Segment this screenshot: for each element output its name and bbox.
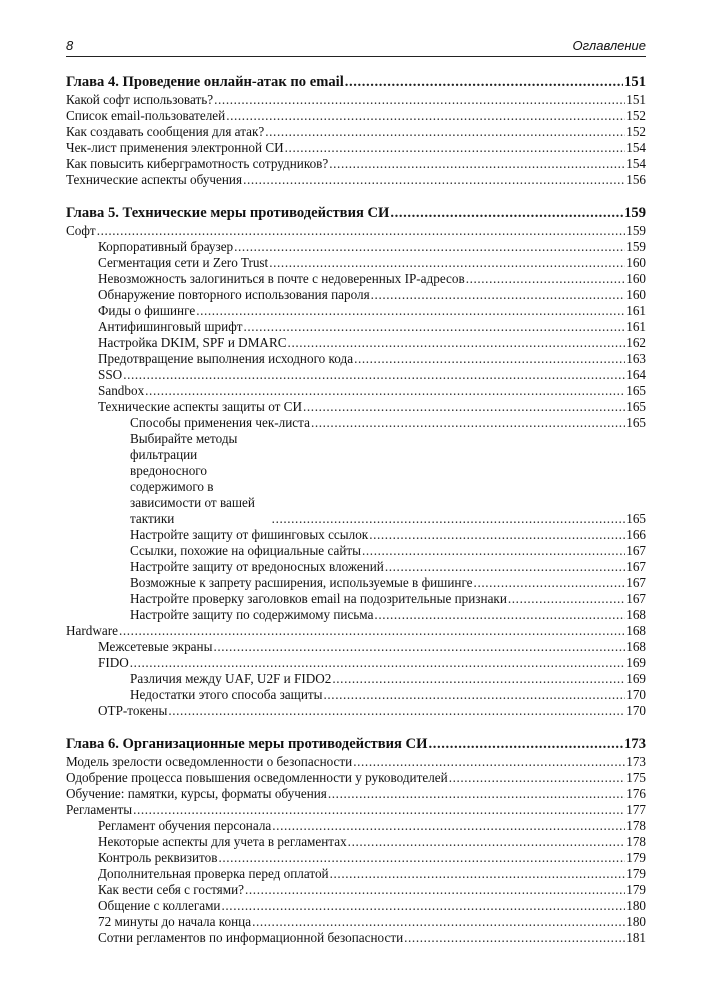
toc-entry-page: 151: [626, 92, 646, 107]
dot-leader: [123, 367, 625, 383]
dot-leader: [269, 255, 625, 271]
toc-entry-title: Дополнительная проверка перед оплатой: [98, 866, 329, 881]
toc-entry[interactable]: [66, 786, 646, 802]
toc-entry-page: 175: [626, 770, 646, 785]
toc-entry-page: 152: [626, 108, 646, 123]
toc-entry-title: Чек-лист применения электронной СИ: [66, 140, 284, 155]
dot-leader: [354, 351, 625, 367]
toc-entry-title: Регламенты: [66, 802, 133, 817]
dot-leader: [311, 415, 625, 431]
toc-entry-page: 169: [626, 655, 646, 670]
toc-entry-page: 160: [626, 255, 646, 270]
toc-subentry[interactable]: [66, 255, 646, 271]
toc-subentry[interactable]: [66, 383, 646, 399]
toc-entry-title: Какой софт использовать?: [66, 92, 214, 107]
toc-entry-page: 177: [626, 802, 646, 817]
toc-subentry[interactable]: [66, 898, 646, 914]
dot-leader: [244, 319, 626, 335]
toc-entry-page: 160: [626, 271, 646, 286]
toc-subsubentry[interactable]: [66, 559, 646, 575]
toc-chapter-entry[interactable]: [66, 73, 646, 92]
dot-leader: [252, 914, 625, 930]
dot-leader: [214, 92, 625, 108]
toc-subentry[interactable]: [66, 639, 646, 655]
toc-subentry[interactable]: [66, 834, 646, 850]
toc-entry-title: Как повысить киберграмотность сотрудников?: [66, 156, 329, 171]
toc-subentry[interactable]: [66, 351, 646, 367]
toc-subentry[interactable]: [66, 271, 646, 287]
section-gap: [66, 719, 646, 735]
dot-leader: [303, 399, 625, 415]
dot-leader: [119, 623, 625, 639]
dot-leader: [404, 930, 625, 946]
toc-entry-page: 168: [626, 623, 646, 638]
toc-entry-title: Обучение: памятки, курсы, форматы обучения: [66, 786, 327, 801]
toc-entry-title: Глава 6. Организационные меры противодействия СИ: [66, 736, 428, 752]
toc-entry-title: Sandbox: [98, 383, 145, 398]
toc-entry-title: Выбирайте методы фильтрации вредоносного содержимого в зависимости от вашей тактики: [130, 431, 272, 527]
toc-subentry[interactable]: [66, 239, 646, 255]
toc-subentry[interactable]: [66, 850, 646, 866]
toc-entry-page: 180: [626, 914, 646, 929]
toc-entry-page: 154: [626, 156, 646, 171]
toc-entry-page: 165: [626, 511, 646, 526]
toc-entry-page: 170: [626, 703, 646, 718]
toc-subentry[interactable]: [66, 335, 646, 351]
toc-entry-title: Различия между UAF, U2F и FIDO2: [130, 671, 332, 686]
toc-entry-page: 178: [626, 834, 646, 849]
toc-entry-title: Корпоративный браузер: [98, 239, 234, 254]
toc-subentry[interactable]: [66, 367, 646, 383]
toc-entry-page: 179: [626, 866, 646, 881]
toc-entry-title: Глава 4. Проведение онлайн-атак по email: [66, 74, 344, 90]
dot-leader: [234, 239, 625, 255]
toc-entry-page: 180: [626, 898, 646, 913]
toc-entry-title: FIDO: [98, 655, 129, 670]
dot-leader: [324, 687, 626, 703]
toc-entry-page: 165: [626, 383, 646, 398]
toc-entry-title: Контроль реквизитов: [98, 850, 218, 865]
toc-subsubentry[interactable]: [66, 607, 646, 623]
toc-entry-title: Обнаружение повторного использования пароля: [98, 287, 370, 302]
toc-entry-title: SSO: [98, 367, 123, 382]
toc-subentry[interactable]: [66, 882, 646, 898]
dot-leader: [371, 287, 626, 303]
toc-subsubentry[interactable]: [66, 575, 646, 591]
toc-subentry[interactable]: [66, 703, 646, 719]
dot-leader: [133, 802, 625, 818]
toc-entry-page: 168: [626, 639, 646, 654]
dot-leader: [97, 223, 626, 239]
dot-leader: [226, 108, 625, 124]
toc-entry[interactable]: [66, 754, 646, 770]
dot-leader: [385, 559, 625, 575]
toc-subentry[interactable]: [66, 930, 646, 946]
toc-entry-title: Как вести себя с гостями?: [98, 882, 245, 897]
toc-subentry[interactable]: [66, 655, 646, 671]
dot-leader: [474, 575, 626, 591]
dot-leader: [329, 156, 625, 172]
running-header: [66, 38, 646, 57]
toc-entry[interactable]: [66, 172, 646, 188]
dot-leader: [222, 898, 626, 914]
dot-leader: [362, 543, 625, 559]
toc-subsubentry[interactable]: [66, 591, 646, 607]
dot-leader: [168, 703, 625, 719]
dot-leader: [218, 850, 625, 866]
dot-leader: [330, 866, 626, 882]
toc-entry-title: Общение с коллегами: [98, 898, 221, 913]
running-title: Оглавление: [572, 38, 646, 53]
toc-subentry[interactable]: [66, 319, 646, 335]
toc-entry-page: 167: [626, 575, 646, 590]
toc-entry[interactable]: [66, 124, 646, 140]
toc-entry-page: 169: [626, 671, 646, 686]
toc-entry-page: 165: [626, 415, 646, 430]
toc-entry[interactable]: [66, 156, 646, 172]
toc-entry[interactable]: [66, 802, 646, 818]
toc-subsubentry[interactable]: [66, 527, 646, 543]
dot-leader: [390, 204, 623, 223]
toc-entry-title: Ссылки, похожие на официальные сайты: [130, 543, 362, 558]
toc-entry-page: 179: [626, 882, 646, 897]
toc-entry-page: 167: [626, 543, 646, 558]
dot-leader: [145, 383, 625, 399]
toc-entry-page: 164: [626, 367, 646, 382]
toc-entry-title: Фиды о фишинге: [98, 303, 196, 318]
page-number: 8: [66, 38, 74, 53]
toc-entry-page: 170: [626, 687, 646, 702]
dot-leader: [466, 271, 626, 287]
toc-entry-page: 159: [624, 205, 646, 221]
toc-entry-page: 162: [626, 335, 646, 350]
toc-subentry[interactable]: [66, 399, 646, 415]
toc-entry-title: 72 минуты до начала конца: [98, 914, 252, 929]
toc-entry-title: Межсетевые экраны: [98, 639, 213, 654]
toc-entry-title: Hardware: [66, 623, 118, 638]
toc-entry-title: Технические аспекты защиты от СИ: [98, 399, 302, 414]
toc-subsubentry[interactable]: [66, 687, 646, 703]
toc-subsubentry[interactable]: [66, 543, 646, 559]
toc-entry[interactable]: [66, 770, 646, 786]
toc-subentry[interactable]: [66, 914, 646, 930]
toc-entry-page: 165: [626, 399, 646, 414]
toc-entry-title: Сотни регламентов по информационной безопасности: [98, 930, 404, 945]
dot-leader: [345, 73, 623, 92]
toc-entry-page: 167: [626, 559, 646, 574]
toc-entry-title: Как создавать сообщения для атак?: [66, 124, 265, 139]
toc-entry-page: 179: [626, 850, 646, 865]
toc-entry-title: Возможные к запрету расширения, используемые в фишинге: [130, 575, 473, 590]
dot-leader: [328, 786, 625, 802]
toc-entry-page: 159: [626, 223, 646, 238]
dot-leader: [272, 511, 626, 527]
toc-entry-page: 160: [626, 287, 646, 302]
toc-entry-title: Технические аспекты обучения: [66, 172, 243, 187]
dot-leader: [213, 639, 625, 655]
toc-entry-title: Глава 5. Технические меры противодействия СИ: [66, 205, 390, 221]
toc-entry-title: Регламент обучения персонала: [98, 818, 272, 833]
toc-entry[interactable]: [66, 108, 646, 124]
toc-chapter-entry[interactable]: [66, 735, 646, 754]
toc-entry-title: Модель зрелости осведомленности о безопасности: [66, 754, 353, 769]
toc-subentry[interactable]: [66, 866, 646, 882]
toc-subsubentry[interactable]: [66, 415, 646, 431]
dot-leader: [348, 834, 626, 850]
dot-leader: [332, 671, 625, 687]
dot-leader: [196, 303, 625, 319]
toc-entry-title: Недостатки этого способа защиты: [130, 687, 323, 702]
toc-entry-title: Настройте проверку заголовков email на подозрительные признаки: [130, 591, 507, 606]
dot-leader: [428, 735, 623, 754]
toc-subentry[interactable]: [66, 818, 646, 834]
toc-subentry[interactable]: [66, 303, 646, 319]
toc-entry-page: 173: [626, 754, 646, 769]
dot-leader: [130, 655, 625, 671]
dot-leader: [285, 140, 626, 156]
toc-entry-page: 167: [626, 591, 646, 606]
toc-entry-page: 154: [626, 140, 646, 155]
toc-entry-page: 152: [626, 124, 646, 139]
toc-entry-title: Антифишинговый шрифт: [98, 319, 243, 334]
toc-entry-title: Сегментация сети и Zero Trust: [98, 255, 269, 270]
toc-entry-title: Невозможность залогиниться в почте с недоверенных IP-адресов: [98, 271, 465, 286]
dot-leader: [245, 882, 625, 898]
toc-entry-page: 166: [626, 527, 646, 542]
dot-leader: [272, 818, 625, 834]
toc-entry-page: 156: [626, 172, 646, 187]
toc-entry-page: 161: [626, 319, 646, 334]
toc-entry-title: Одобрение процесса повышения осведомленности у руководителей: [66, 770, 448, 785]
toc-entry-page: 163: [626, 351, 646, 366]
toc-subentry[interactable]: [66, 287, 646, 303]
toc-subsubentry[interactable]: [66, 671, 646, 687]
section-gap: [66, 188, 646, 204]
dot-leader: [374, 607, 625, 623]
toc-entry-title: Настройте защиту от фишинговых ссылок: [130, 527, 369, 542]
toc-entry-title: Софт: [66, 223, 96, 238]
toc-entry-page: 178: [626, 818, 646, 833]
toc-entry[interactable]: [66, 623, 646, 639]
toc-entry-title: OTP-токены: [98, 703, 168, 718]
toc-entry-page: 181: [626, 930, 646, 945]
toc-entry-page: 151: [624, 74, 646, 90]
toc-entry-page: 168: [626, 607, 646, 622]
dot-leader: [353, 754, 625, 770]
toc-entry-title: Настройка DKIM, SPF и DMARC: [98, 335, 287, 350]
toc-entry-title: Способы применения чек-листа: [130, 415, 310, 430]
toc-entry-page: 161: [626, 303, 646, 318]
dot-leader: [288, 335, 626, 351]
toc-entry-title: Настройте защиту по содержимому письма: [130, 607, 374, 622]
dot-leader: [265, 124, 625, 140]
dot-leader: [243, 172, 625, 188]
dot-leader: [508, 591, 625, 607]
toc-entry-title: Список email-пользователей: [66, 108, 226, 123]
toc-subsubentry[interactable]: [66, 431, 646, 527]
toc-entry-page: 173: [624, 736, 646, 752]
toc-entry-title: Предотвращение выполнения исходного кода: [98, 351, 354, 366]
toc-chapter-entry[interactable]: [66, 204, 646, 223]
toc-entry[interactable]: [66, 140, 646, 156]
toc-entry[interactable]: [66, 92, 646, 108]
toc-entry-page: 176: [626, 786, 646, 801]
dot-leader: [449, 770, 626, 786]
toc-entry-title: Некоторые аспекты для учета в регламентах: [98, 834, 347, 849]
toc-entry-title: Настройте защиту от вредоносных вложений: [130, 559, 384, 574]
toc-entry-page: 159: [626, 239, 646, 254]
table-of-contents: [66, 73, 646, 946]
toc-entry[interactable]: [66, 223, 646, 239]
dot-leader: [369, 527, 625, 543]
